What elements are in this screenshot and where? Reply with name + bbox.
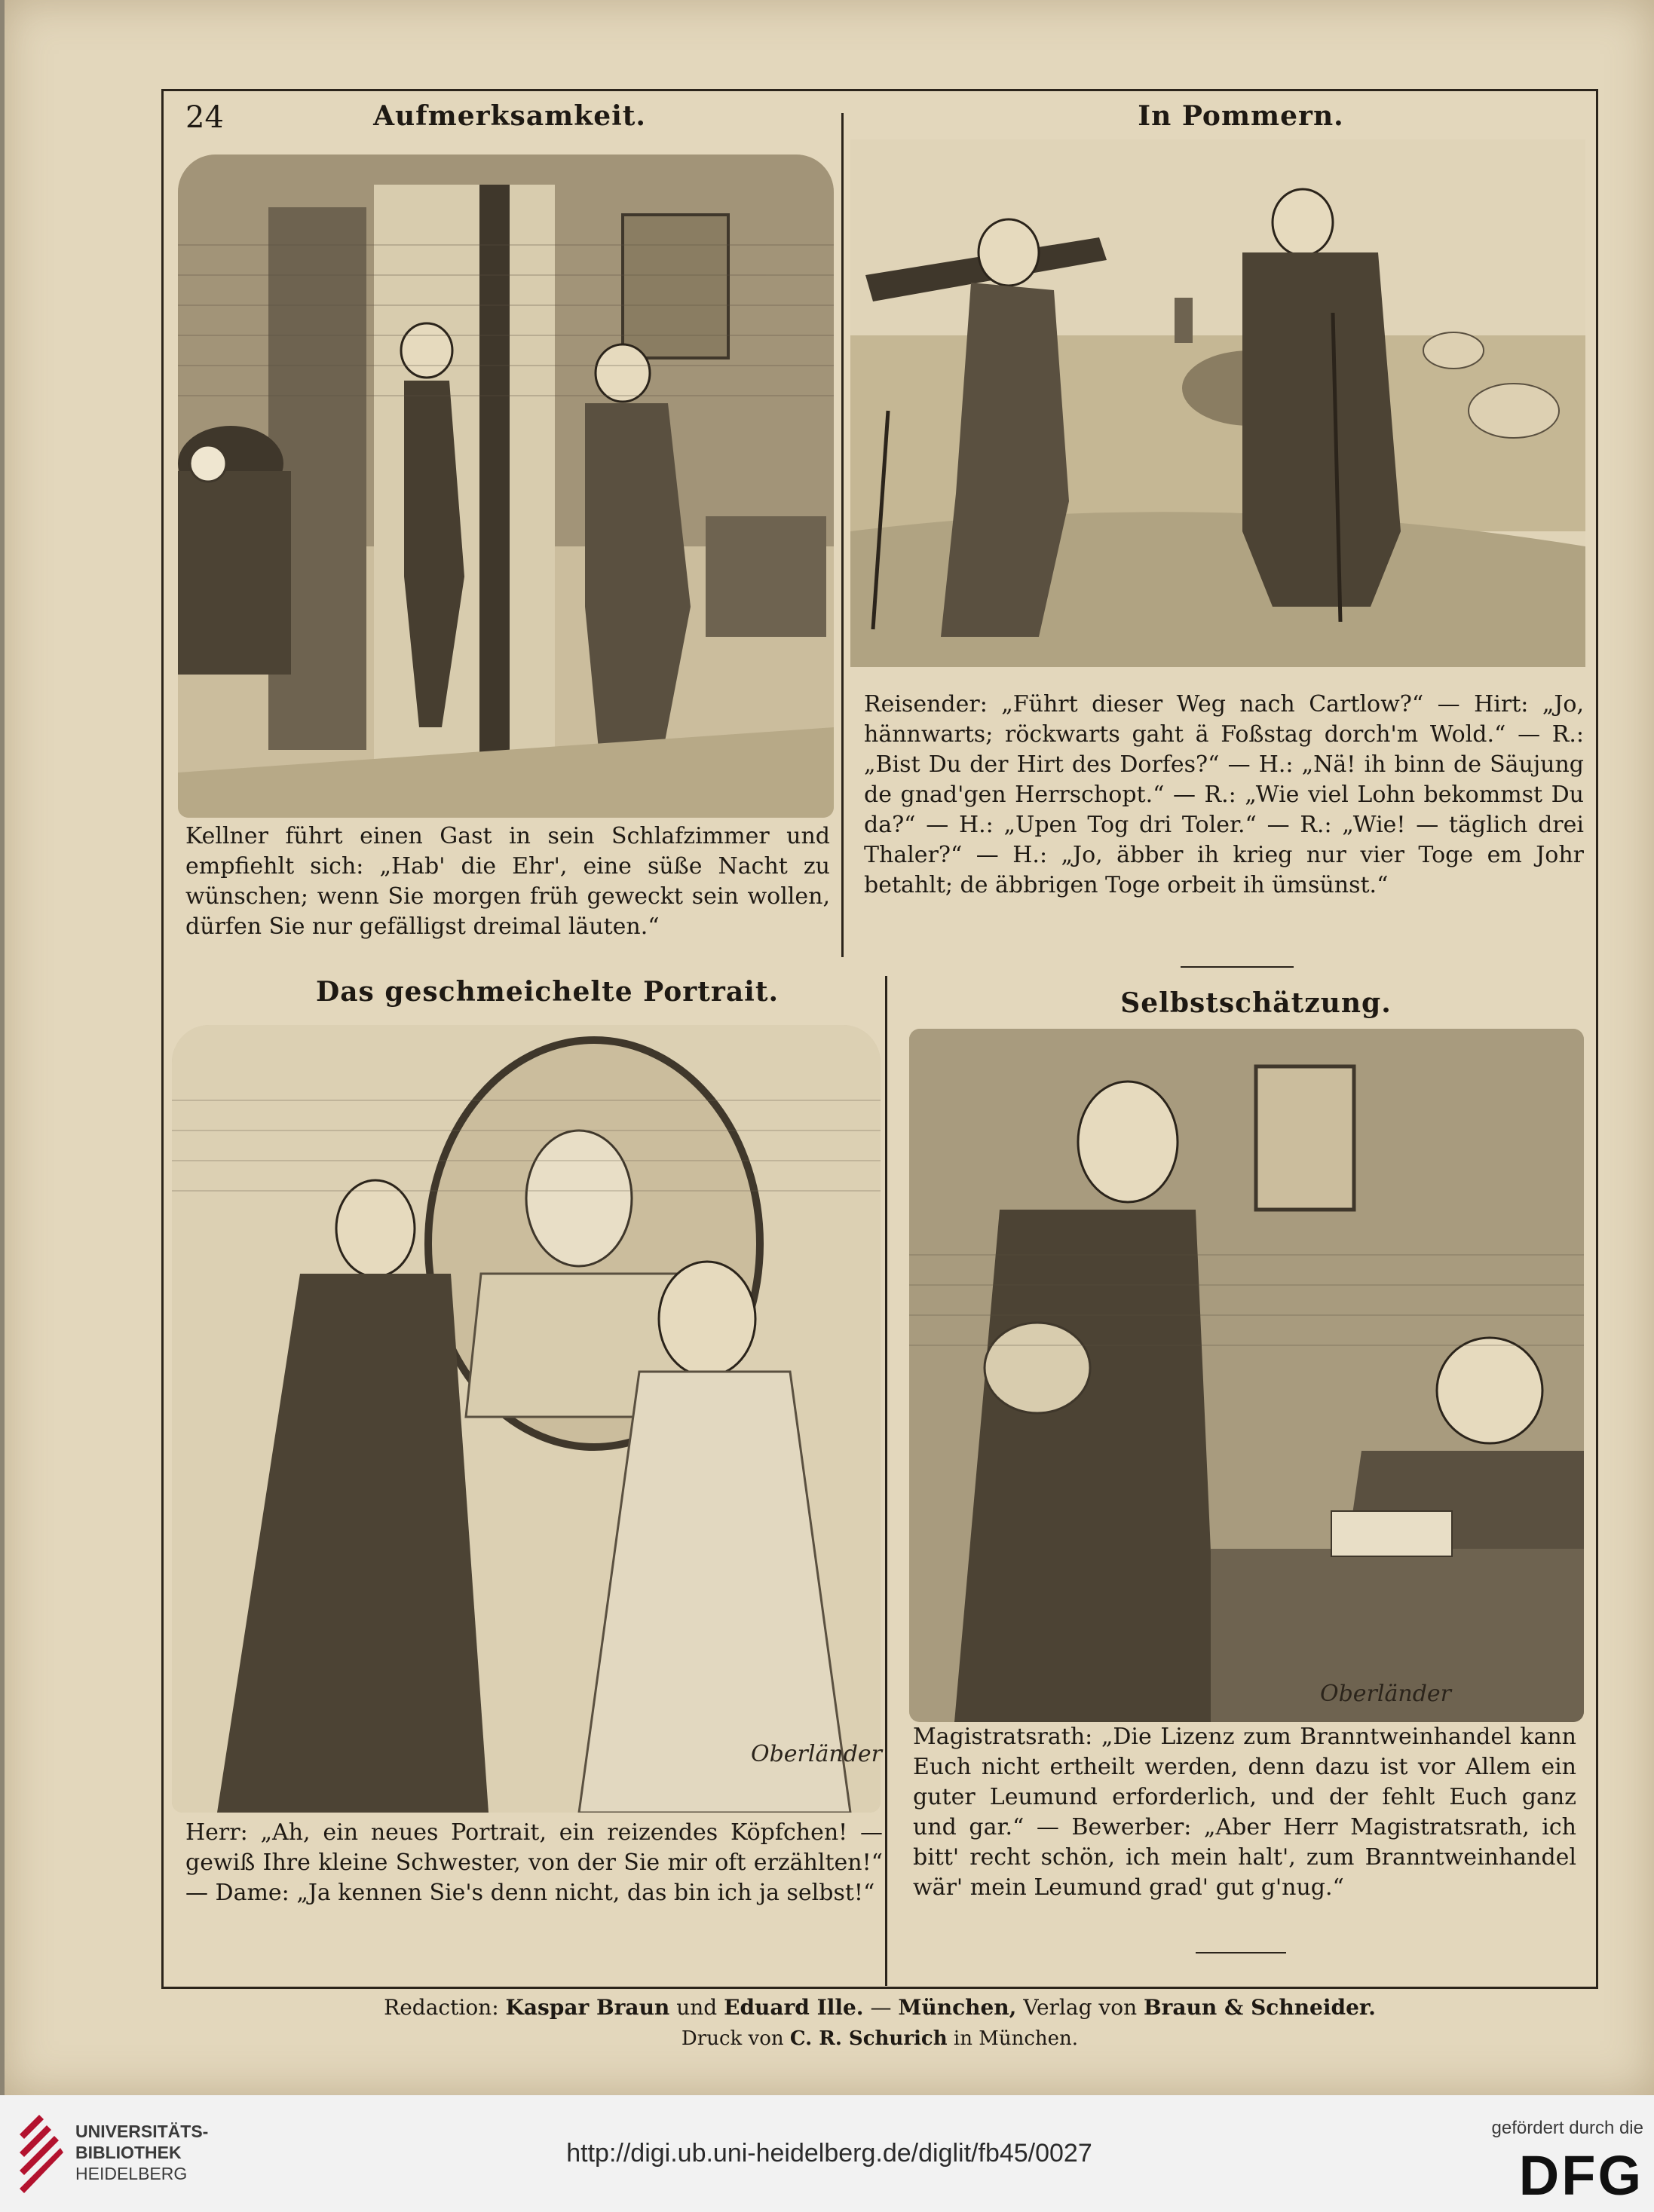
imprint-druck-label: Druck von xyxy=(681,2027,784,2050)
imprint-line-2 xyxy=(161,2027,1598,2050)
library-name-line-2: BIBLIOTHEK xyxy=(75,2143,182,2162)
illustration-flattering-portrait xyxy=(172,1025,881,1813)
imprint-redaction-label: Redaction: xyxy=(384,1995,499,2020)
newspaper-page xyxy=(5,0,1654,2095)
page-number: 24 xyxy=(185,100,224,135)
title-in-pommern: In Pommern. xyxy=(1138,100,1344,132)
engraving-portrait-room xyxy=(172,1025,881,1813)
column-divider-top xyxy=(841,113,844,957)
engraving-bedroom xyxy=(178,155,834,818)
caption-in-pommern: Reisender: „Führt dieser Weg nach Cartlow?“ — Hirt: „Jo, hännwarts; röckwarts gaht ä Foßstag dorch'm Wold.“ — R.: „Bist Du der Hirt des Dorfes?“ — H.: „Nä! ih binn de Säujung de gnad'gen Herrschopt.“ — R.: „Wie viel Lohn bekommst Du da?“ — H.: „Upen Tog dri Toler.“ — R.: „Wie! — täglich drei Thaler?“ — H.: „Jo, äbber ih krieg nur vier Toge em Johr betahlt; de äbbrigen Toge orbeit ih ümsünst.“ xyxy=(864,691,1584,898)
imprint-printer: C. R. Schurich xyxy=(789,2027,948,2050)
title-aufmerksamkeit: Aufmerksamkeit. xyxy=(373,100,646,132)
imprint-und: und xyxy=(676,1995,718,2020)
caption-das-geschmeichelte-portrait: Herr: „Ah, ein neues Portrait, ein reizendes Köpfchen! — gewiß Ihre kleine Schwester, von der Sie mir oft erzählten!“ — Dame: „Ja kennen Sie's denn nicht, das bin ich ja selbst!“ xyxy=(185,1819,883,1906)
digitization-footer xyxy=(0,2095,1654,2212)
imprint-city: München, xyxy=(898,1995,1017,2020)
imprint-verlag-label: Verlag von xyxy=(1023,1995,1138,2020)
dfg-logo[interactable]: DFG xyxy=(1518,2144,1643,2207)
illustration-waiter-guest xyxy=(178,155,834,818)
university-library-name[interactable] xyxy=(75,2121,208,2184)
imprint-line-1 xyxy=(161,1995,1598,2020)
imprint-publisher: Braun & Schneider. xyxy=(1144,1995,1376,2020)
imprint-editor-2: Eduard Ille. xyxy=(724,1995,864,2020)
engraving-pomeranian-field xyxy=(850,139,1585,667)
column-divider-bottom xyxy=(885,976,887,1986)
imprint-druck-city: in München. xyxy=(953,2027,1079,2050)
funded-by-label: gefördert durch die xyxy=(1491,2118,1643,2138)
row-divider-right xyxy=(1181,966,1294,968)
title-das-geschmeichelte-portrait: Das geschmeichelte Portrait. xyxy=(315,976,780,1008)
permalink-url[interactable]: http://digi.ub.uni-heidelberg.de/diglit/fb45/0027 xyxy=(566,2139,1092,2168)
row-divider-right-bottom xyxy=(1196,1952,1286,1953)
title-selbstschaetzung: Selbstschätzung. xyxy=(1120,987,1392,1019)
imprint-editor-1: Kaspar Braun xyxy=(505,1995,670,2020)
library-name-line-3: HEIDELBERG xyxy=(75,2164,188,2183)
imprint-dash: — xyxy=(870,1995,892,2020)
illustration-traveller-herdsman xyxy=(850,139,1585,667)
university-library-logo-icon[interactable] xyxy=(17,2112,65,2195)
illustration-applicant-magistrate xyxy=(909,1029,1584,1722)
caption-selbstschaetzung: Magistratsrath: „Die Lizenz zum Branntweinhandel kann Euch nicht ertheilt werden, denn dazu ist vor Allem ein guter Leumund erforderlich, und der fehlt Euch ganz und gar.“ — Bewerber: „Aber Herr Magistratsrath, ich bitt' recht schön, ich mein halt', zum Branntweinhandel wär' mein Leumund grad' gut g'nug.“ xyxy=(913,1724,1576,1901)
signature-bottom-left: Oberländer xyxy=(751,1741,882,1767)
library-name-line-1: UNIVERSITÄTS- xyxy=(75,2122,209,2141)
engraving-office xyxy=(909,1029,1584,1722)
signature-bottom-right: Oberländer xyxy=(1320,1681,1451,1707)
caption-aufmerksamkeit: Kellner führt einen Gast in sein Schlafzimmer und empfiehlt sich: „Hab' die Ehr', eine süße Nacht zu wünschen; wenn Sie morgen früh geweckt sein wollen, dürfen Sie nur gefälligst dreimal läuten.“ xyxy=(185,823,830,940)
